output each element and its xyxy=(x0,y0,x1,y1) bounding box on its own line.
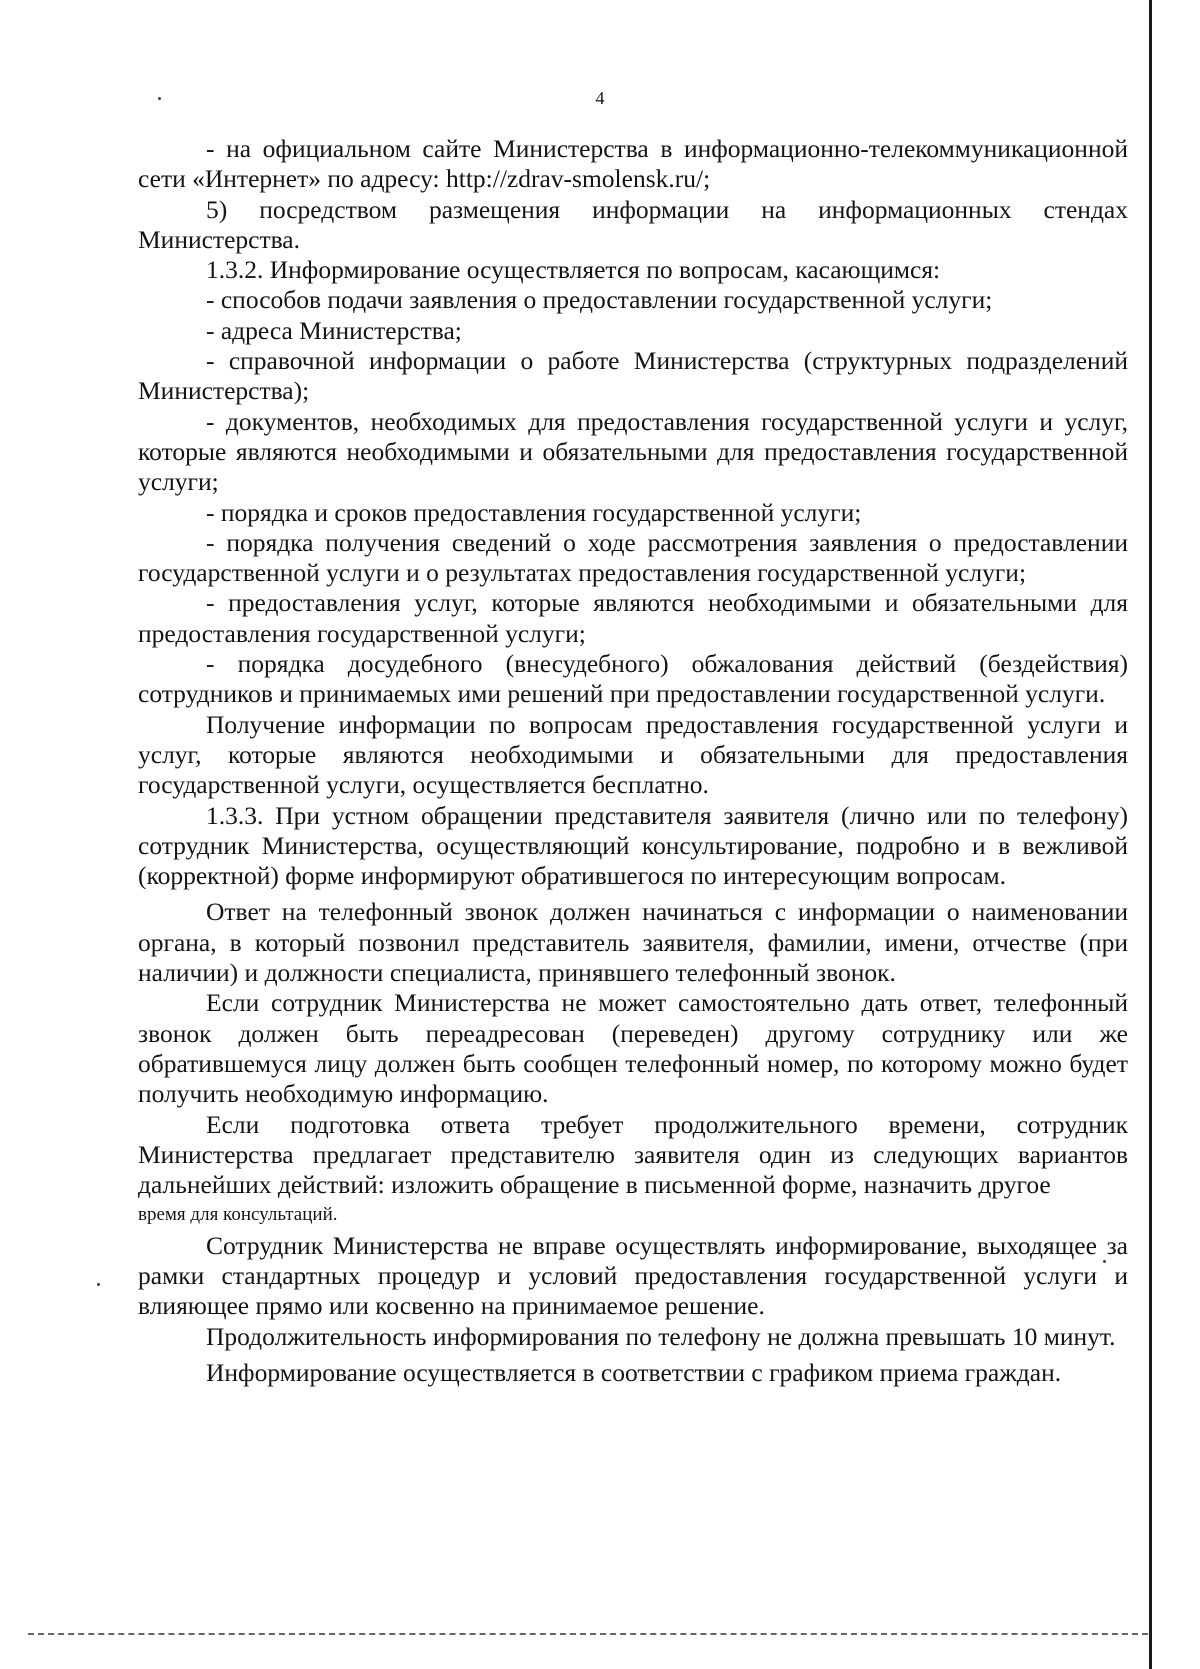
paragraph-long-preparation: Если подготовка ответа требует продолжительного времени, сотрудник Министерства предлагает представителю заявителя один из следующих вариантов дальнейших действий: изложить обращение в письменной форме, назначить другое xyxy=(138,1109,1128,1200)
paragraph-call-redirect: Если сотрудник Министерства не может самостоятельно дать ответ, телефонный звонок должен быть переадресован (переведен) другому сотруднику или же обратившемуся лицу должен быть сообщен телефонный номер, по которому можно будет получить необходимую информацию. xyxy=(138,988,1128,1109)
list-item-appeal-procedure: - порядка досудебного (внесудебного) обжалования действий (бездействия) сотрудников и принимаемых ими решений при предоставлении государственной услуги. xyxy=(138,649,1128,709)
paragraph-section-1-3-3: 1.3.3. При устном обращении представителя заявителя (лично или по телефону) сотрудник Министерства, осуществляющий консультирование, подробно и в вежливой (корректной) форме информируют обратившегося по интересующим вопросам. xyxy=(138,800,1128,891)
list-item-application-methods: - способов подачи заявления о предоставлении государственной услуги; xyxy=(206,285,993,315)
list-item-required-documents: - документов, необходимых для предоставления государственной услуги и услуг, которые являются необходимыми и обязательными для предоставления государственной услуги; xyxy=(138,406,1128,497)
scan-edge-line xyxy=(1149,0,1152,1669)
paragraph-schedule: Информирование осуществляется в соответствии с графиком приема граждан. xyxy=(206,1357,1062,1387)
scan-speck xyxy=(97,1283,100,1286)
list-item-procedure-terms: - порядка и сроков предоставления государственной услуги; xyxy=(206,497,862,527)
list-item-status-info: - порядка получения сведений о ходе рассмотрения заявления о предоставлении государственной услуги и о результатах предоставления государственной услуги; xyxy=(138,527,1128,588)
document-body xyxy=(138,134,1128,1388)
page-number: 4 xyxy=(595,88,605,108)
list-item-reference-info: - справочной информации о работе Министерства (структурных подразделений Министерства); xyxy=(138,346,1128,406)
paragraph-not-entitled: Сотрудник Министерства не вправе осуществлять информирование, выходящее за рамки стандартных процедур и условий предоставления государственной услуги и влияющее прямо или косвенно на принимаемое решение. xyxy=(138,1230,1128,1321)
list-item-ministry-address: - адреса Министерства; xyxy=(206,315,462,345)
paragraph-duration-limit: Продолжительность информирования по телефону не должна превышать 10 минут. xyxy=(206,1321,1116,1351)
paragraph-free-of-charge: Получение информации по вопросам предоставления государственной услуги и услуг, которые являются необходимыми и обязательными для предоставления государственной услуги, осуществляется бесплатно. xyxy=(138,709,1128,800)
bottom-scan-dashes xyxy=(28,1633,1148,1635)
paragraph-website: - на официальном сайте Министерства в информационно-телекоммуникационной сети «Интернет» по адресу: http://zdrav-smolensk.ru/; xyxy=(138,134,1128,194)
list-item-necessary-services: - предоставления услуг, которые являются необходимыми и обязательными для предоставления государственной услуги; xyxy=(138,588,1128,648)
paragraph-section-1-3-2: 1.3.2. Информирование осуществляется по вопросам, касающимся: xyxy=(206,255,941,285)
paragraph-phone-answer: Ответ на телефонный звонок должен начинаться с информации о наименовании органа, в который позвонил представитель заявителя, фамилии, имени, отчестве (при наличии) и должности специалиста, принявшего телефонный звонок. xyxy=(138,897,1128,988)
paragraph-info-stands: 5) посредством размещения информации на информационных стендах Министерства. xyxy=(138,194,1128,254)
paragraph-consultation-time: время для консультаций. xyxy=(138,1204,338,1226)
